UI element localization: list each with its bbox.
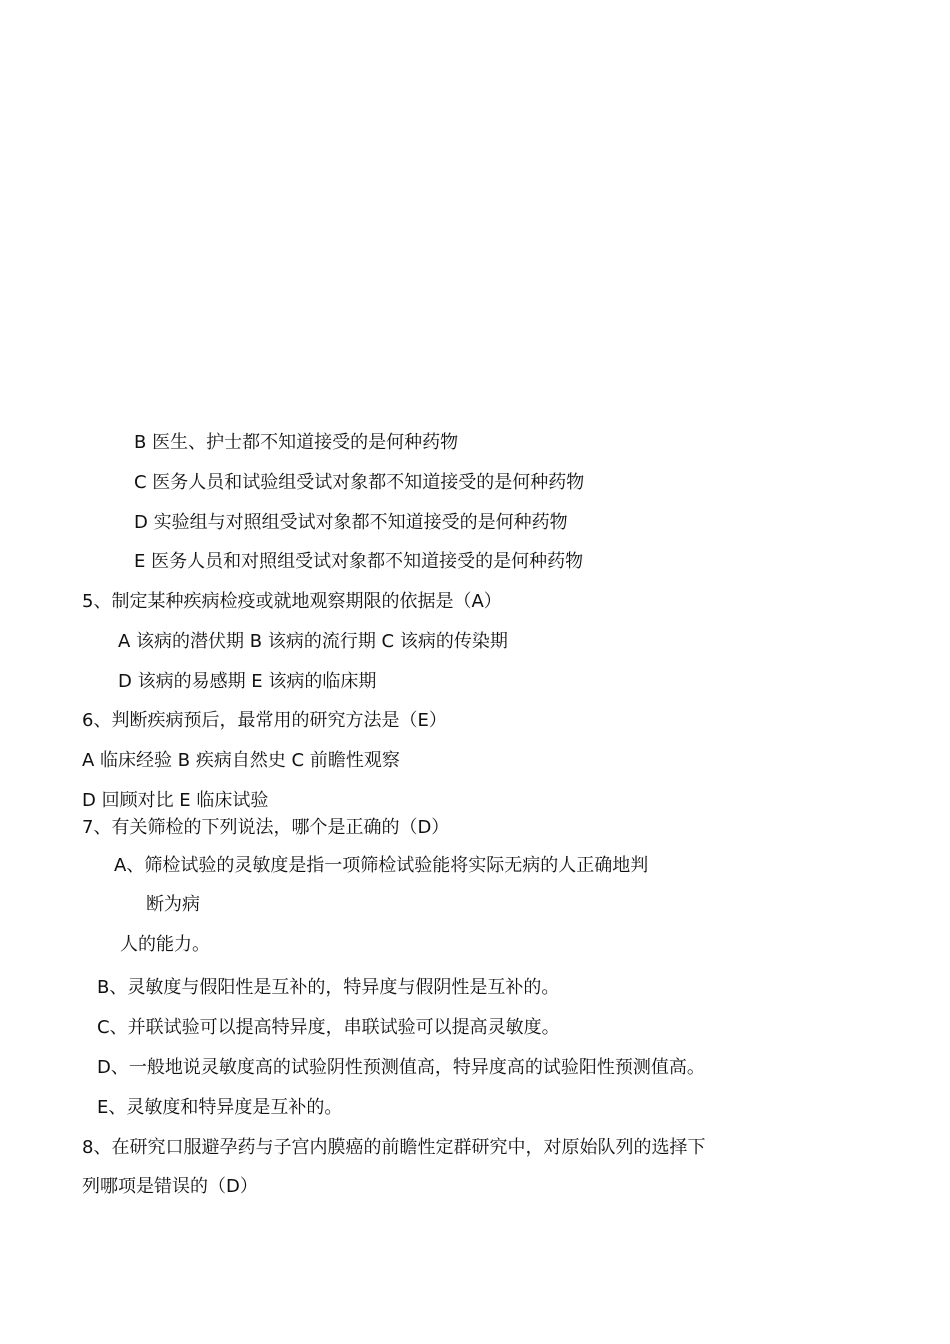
q7-option-e: E、灵敏度和特异度是互补的。 bbox=[97, 1097, 343, 1118]
q7-option-a-line-2: 断为病 bbox=[146, 894, 200, 915]
q4-option-b: B 医生、护士都不知道接受的是何种药物 bbox=[134, 432, 459, 453]
q4-option-e: E 医务人员和对照组受试对象都不知道接受的是何种药物 bbox=[134, 551, 584, 572]
q7-option-b: B、灵敏度与假阳性是互补的，特异度与假阴性是互补的。 bbox=[97, 977, 560, 998]
q8-question-line-2: 列哪项是错误的（D） bbox=[82, 1176, 258, 1197]
q7-option-a-line-1: A、筛检试验的灵敏度是指一项筛检试验能将实际无病的人正确地判 bbox=[114, 855, 649, 876]
q4-option-d: D 实验组与对照组受试对象都不知道接受的是何种药物 bbox=[134, 512, 568, 533]
q7-option-a-line-3: 人的能力。 bbox=[120, 934, 210, 955]
q6-options-row-2: D 回顾对比 E 临床试验 bbox=[82, 790, 269, 811]
q7-question: 7、有关筛检的下列说法，哪个是正确的（D） bbox=[82, 817, 450, 838]
q5-options-row-1: A 该病的潜伏期 B 该病的流行期 C 该病的传染期 bbox=[118, 631, 508, 652]
q4-option-c: C 医务人员和试验组受试对象都不知道接受的是何种药物 bbox=[134, 472, 585, 493]
q8-question-line-1: 8、在研究口服避孕药与子宫内膜癌的前瞻性定群研究中，对原始队列的选择下 bbox=[82, 1137, 706, 1158]
q5-question: 5、制定某种疾病检疫或就地观察期限的依据是（A） bbox=[82, 591, 502, 612]
q7-option-c: C、并联试验可以提高特异度，串联试验可以提高灵敏度。 bbox=[97, 1017, 560, 1038]
q6-question: 6、判断疾病预后，最常用的研究方法是（E） bbox=[82, 710, 447, 731]
q6-options-row-1: A 临床经验 B 疾病自然史 C 前瞻性观察 bbox=[82, 750, 400, 771]
q5-options-row-2: D 该病的易感期 E 该病的临床期 bbox=[118, 671, 377, 692]
q7-option-d: D、一般地说灵敏度高的试验阴性预测值高，特异度高的试验阳性预测值高。 bbox=[97, 1057, 705, 1078]
